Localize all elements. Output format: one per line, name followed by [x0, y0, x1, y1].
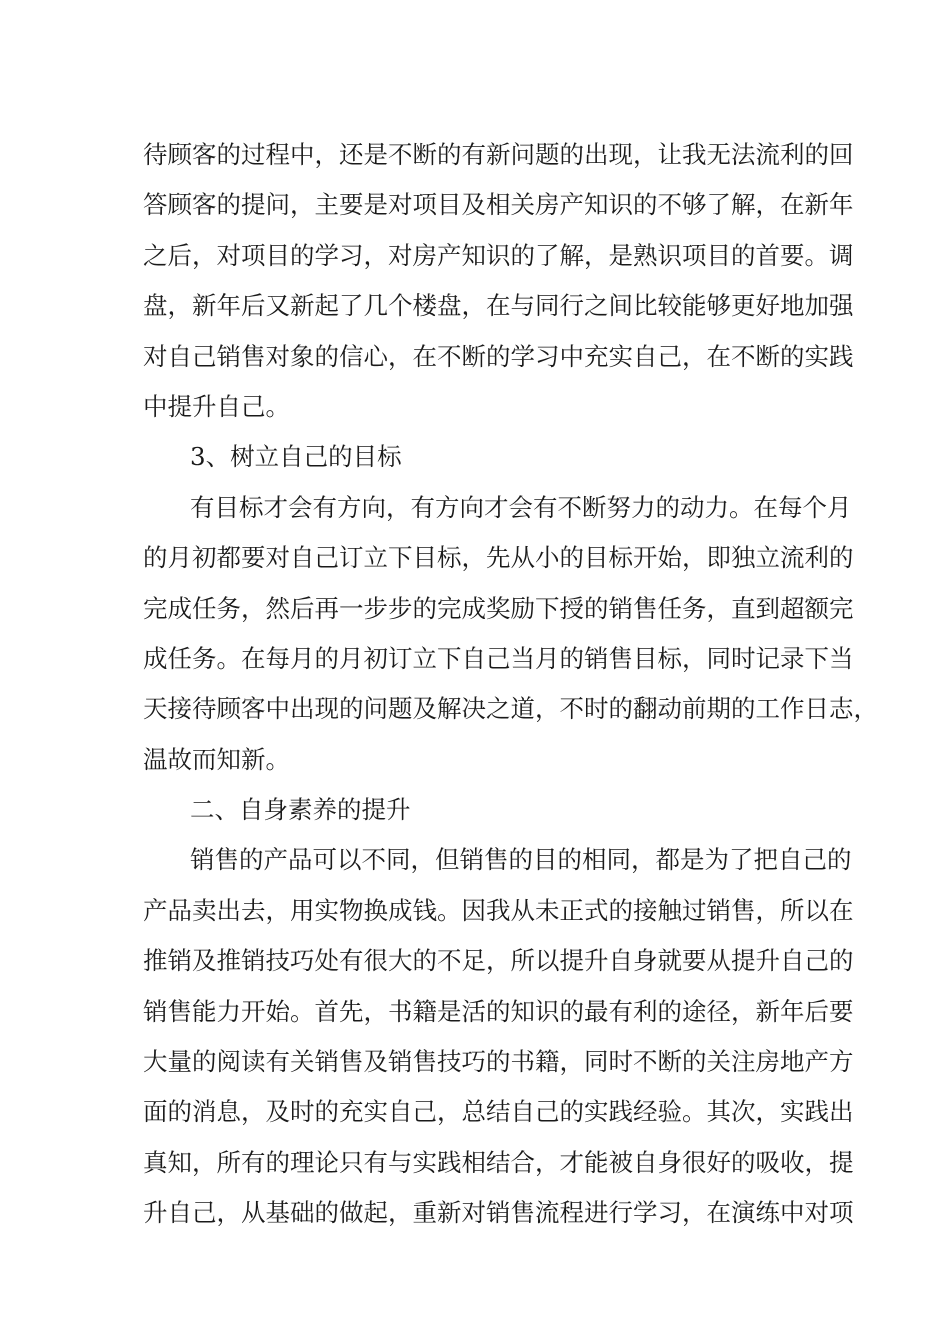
- section-heading: 二、自身素养的提升: [190, 795, 411, 825]
- text-line: 销售能力开始。首先，书籍是活的知识的最有利的途径，新年后要: [143, 996, 854, 1026]
- text-line: 销售的产品可以不同，但销售的目的相同，都是为了把自己的: [190, 845, 852, 875]
- text-line: 天接待顾客中出现的问题及解决之道，不时的翻动前期的工作日志，: [143, 694, 878, 724]
- text-line: 面的消息，及时的充实自己，总结自己的实践经验。其次，实践出: [143, 1097, 854, 1127]
- text-line: 待顾客的过程中，还是不断的有新问题的出现，让我无法流利的回: [143, 140, 854, 169]
- document-body: [143, 130, 878, 1239]
- text-line: 真知，所有的理论只有与实践相结合，才能被自身很好的吸收，提: [143, 1147, 854, 1177]
- text-line: 的月初都要对自己订立下目标，先从小的目标开始，即独立流利的: [143, 543, 854, 573]
- text-line: 产品卖出去，用实物换成钱。因我从未正式的接触过销售，所以在: [143, 895, 854, 925]
- section-heading: 3、树立自己的目标: [190, 442, 402, 472]
- text-line: 大量的阅读有关销售及销售技巧的书籍，同时不断的关注房地产方: [143, 1047, 854, 1077]
- text-line: 中提升自己。: [143, 391, 290, 421]
- text-line: 升自己，从基础的做起，重新对销售流程进行学习，在演练中对项: [143, 1198, 854, 1228]
- text-line: 推销及推销技巧处有很大的不足，所以提升自身就要从提升自己的: [143, 946, 854, 976]
- text-line: 成任务。在每月的月初订立下自己当月的销售目标，同时记录下当: [143, 643, 854, 673]
- text-line: 对自己销售对象的信心，在不断的学习中充实自己，在不断的实践: [143, 341, 854, 371]
- text-line: 有目标才会有方向，有方向才会有不断努力的动力。在每个月: [190, 492, 852, 522]
- text-line: 盘，新年后又新起了几个楼盘，在与同行之间比较能够更好地加强: [143, 291, 854, 321]
- text-line: 之后，对项目的学习，对房产知识的了解，是熟识项目的首要。调: [143, 240, 854, 270]
- text-line: 答顾客的提问，主要是对项目及相关房产知识的不够了解，在新年: [143, 190, 854, 220]
- text-line: 温故而知新。: [143, 744, 290, 774]
- text-line: 完成任务，然后再一步步的完成奖励下授的销售任务，直到超额完: [143, 593, 854, 623]
